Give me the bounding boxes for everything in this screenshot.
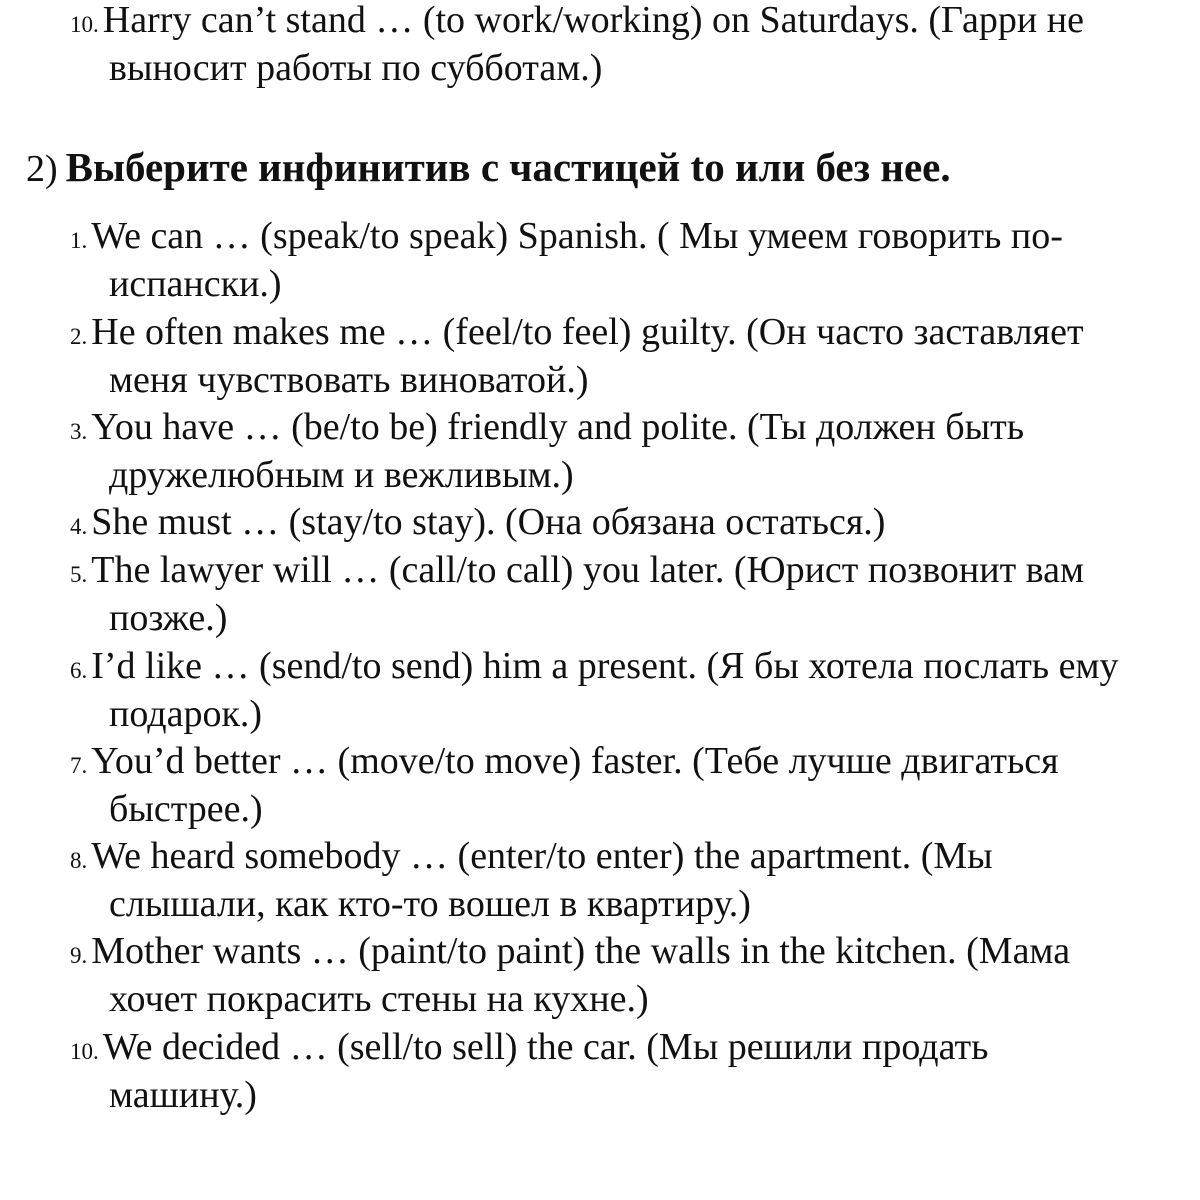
item-text-line2: машину.) — [109, 1074, 257, 1116]
item-text-line1: You have … (be/to be) friendly and polite. (Ты должен быть — [91, 406, 1025, 448]
exercise-item — [70, 498, 885, 551]
item-text-line1: You’d better … (move/to move) faster. (Тебе лучше двигаться — [91, 740, 1059, 782]
item-text-line2: меня чувствовать виноватой.) — [109, 359, 589, 401]
item-text-line1: The lawyer will … (call/to call) you later. (Юрист позвонит вам — [91, 549, 1085, 591]
item-number: 3. — [70, 419, 88, 444]
item-text-line2: подарок.) — [109, 693, 263, 735]
item-text-line1: We can … (speak/to speak) Spanish. ( Мы умеем говорить по- — [91, 215, 1063, 257]
item-text-line1: We decided … (sell/to sell) the car. (Мы решили продать — [102, 1026, 989, 1068]
item-text-line2: выносит работы по субботам.) — [109, 47, 603, 89]
item-text-line2: позже.) — [109, 597, 228, 639]
item-text-line1: She must … (stay/to stay). (Она обязана остаться.) — [91, 501, 886, 543]
item-text-line1: I’d like … (send/to send) him a present. (Я бы хотела послать ему — [91, 645, 1119, 687]
item-text-line2: хочет покрасить стены на кухне.) — [109, 978, 649, 1020]
exercise-item — [70, 832, 993, 885]
item-number: 5. — [70, 562, 88, 587]
exercise-item — [70, 642, 1119, 695]
item-number: 8. — [70, 848, 88, 873]
item-number: 7. — [70, 753, 88, 778]
section-heading — [26, 142, 951, 202]
item-number: 10. — [70, 12, 99, 37]
item-text-line2: испански.) — [109, 263, 282, 305]
exercise-item — [70, 546, 1084, 599]
item-number: 9. — [70, 943, 88, 968]
item-number: 2. — [70, 324, 88, 349]
item-number: 1. — [70, 228, 88, 253]
item-text-line1: Harry can’t stand … (to work/working) on Saturdays. (Гарри не — [102, 0, 1084, 41]
item-text-line2: слышали, как кто-то вошел в квартиру.) — [109, 883, 751, 925]
item-text-line2: дружелюбным и вежливым.) — [109, 454, 574, 496]
exercise-item — [70, 737, 1059, 790]
item-number: 10. — [70, 1039, 99, 1064]
item-number: 4. — [70, 514, 88, 539]
exercise-item — [70, 308, 1084, 361]
item-number: 6. — [70, 658, 88, 683]
item-text-line1: We heard somebody … (enter/to enter) the apartment. (Мы — [91, 835, 993, 877]
item-text-line1: He often makes me … (feel/to feel) guilty. (Он часто заставляет — [91, 311, 1084, 353]
section-number: 2) — [26, 148, 58, 190]
exercise-item — [70, 927, 1070, 980]
exercise-item — [70, 403, 1024, 456]
exercise-item — [70, 212, 1063, 265]
section-title: Выберите инфинитив с частицей to или без нее. — [65, 144, 951, 190]
exercise-item — [70, 1023, 988, 1076]
item-text-line2: быстрее.) — [109, 788, 263, 830]
item-text-line1: Mother wants … (paint/to paint) the walls in the kitchen. (Мама — [91, 930, 1071, 972]
prev-exercise-item — [70, 0, 1084, 49]
